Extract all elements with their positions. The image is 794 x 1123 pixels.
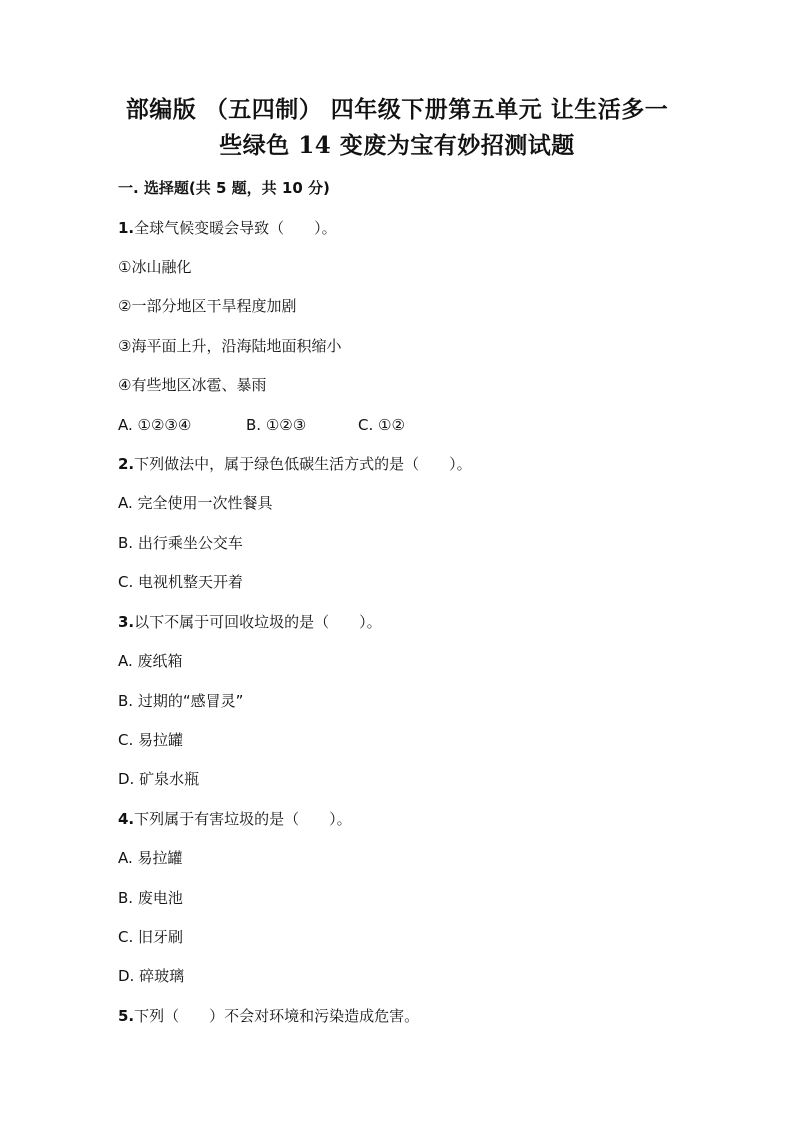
question-text: 下列做法中，属于绿色低碳生活方式的是（ ）。 [134, 455, 472, 473]
option-b: B. 废电池 [118, 889, 183, 907]
statement-item: ③海平面上升，沿海陆地面积缩小 [118, 337, 342, 355]
option-b: B. 过期的“感冒灵” [118, 692, 244, 710]
option-d: D. 碎玻璃 [118, 967, 185, 985]
question-number: 2. [118, 455, 135, 473]
question-text: 以下不属于可回收垃圾的是（ ）。 [134, 613, 382, 631]
question-1 [118, 218, 337, 238]
question-number: 3. [118, 613, 135, 631]
option-a: A. ①②③④ [118, 416, 192, 434]
question-text: 下列（ ）不会对环境和污染造成危害。 [134, 1007, 420, 1025]
question-number: 1. [118, 219, 135, 237]
option-b: B. 出行乘坐公交车 [118, 534, 243, 552]
question-5 [118, 1006, 419, 1026]
option-c: C. 旧牙刷 [118, 928, 184, 946]
option-a: A. 完全使用一次性餐具 [118, 494, 273, 512]
option-a: A. 废纸箱 [118, 652, 183, 670]
option-c: C. 电视机整天开着 [118, 573, 244, 591]
option-c: C. 易拉罐 [118, 731, 184, 749]
question-number: 5. [118, 1007, 135, 1025]
question-number: 4. [118, 810, 135, 828]
section-heading: 一. 选择题(共 5 题，共 10 分) [118, 179, 330, 197]
option-a: A. 易拉罐 [118, 849, 183, 867]
question-text: 全球气候变暖会导致（ ）。 [134, 219, 337, 237]
statement-item: ④有些地区冰雹、暴雨 [118, 376, 267, 394]
question-4 [118, 809, 352, 829]
option-b: B. ①②③ [246, 416, 307, 434]
document-title-line-2: 些绿色 14 变废为宝有妙招测试题 [219, 132, 575, 159]
statement-item: ①冰山融化 [118, 258, 192, 276]
statement-item: ②一部分地区干旱程度加剧 [118, 297, 297, 315]
question-2 [118, 454, 472, 474]
option-c: C. ①② [358, 416, 405, 434]
question-3 [118, 612, 382, 632]
question-text: 下列属于有害垃圾的是（ ）。 [134, 810, 352, 828]
document-title-line-1: 部编版 （五四制） 四年级下册第五单元 让生活多一 [125, 96, 669, 123]
option-d: D. 矿泉水瓶 [118, 770, 200, 788]
